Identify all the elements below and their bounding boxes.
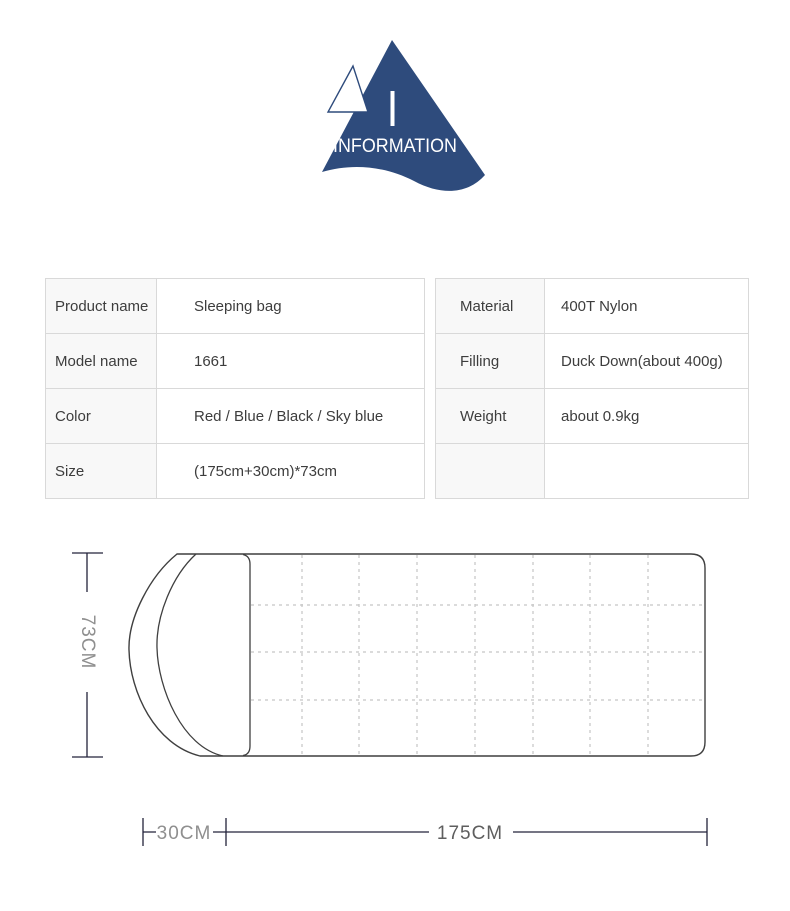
- table-row: [46, 334, 425, 389]
- width-dimensions: [143, 818, 707, 846]
- logo-title: INFORMATION: [333, 136, 457, 157]
- spec-label: Color: [46, 389, 157, 444]
- table-row: [46, 389, 425, 444]
- logo-i-bar-icon: [391, 91, 395, 126]
- spec-label: Material: [436, 279, 545, 334]
- table-row: [436, 334, 749, 389]
- information-logo: [295, 33, 495, 193]
- logo-triangle-icon: [322, 40, 485, 191]
- spec-value: 400T Nylon: [545, 279, 749, 334]
- spec-value: [545, 444, 749, 499]
- table-row: [436, 279, 749, 334]
- spec-label: Filling: [436, 334, 545, 389]
- table-row: [436, 444, 749, 499]
- table-row: [46, 279, 425, 334]
- table-row: [436, 389, 749, 444]
- spec-value: about 0.9kg: [545, 389, 749, 444]
- logo-small-triangle-icon: [328, 66, 368, 112]
- spec-value: Duck Down(about 400g): [545, 334, 749, 389]
- spec-value: (175cm+30cm)*73cm: [157, 444, 425, 499]
- spec-value: Sleeping bag: [157, 279, 425, 334]
- spec-label: [436, 444, 545, 499]
- sleeping-bag-diagram: [0, 540, 790, 870]
- spec-label: Weight: [436, 389, 545, 444]
- spec-table-left: [45, 278, 425, 499]
- spec-label: Product name: [46, 279, 157, 334]
- spec-label: Model name: [46, 334, 157, 389]
- spec-value: 1661: [157, 334, 425, 389]
- table-row: [46, 444, 425, 499]
- spec-value: Red / Blue / Black / Sky blue: [157, 389, 425, 444]
- body-length-dimension-label: 175CM: [436, 823, 504, 844]
- spec-table-right: [435, 278, 749, 499]
- spec-label: Size: [46, 444, 157, 499]
- height-dimension-label: 73CM: [76, 614, 98, 670]
- hood-width-dimension-label: 30CM: [156, 823, 212, 844]
